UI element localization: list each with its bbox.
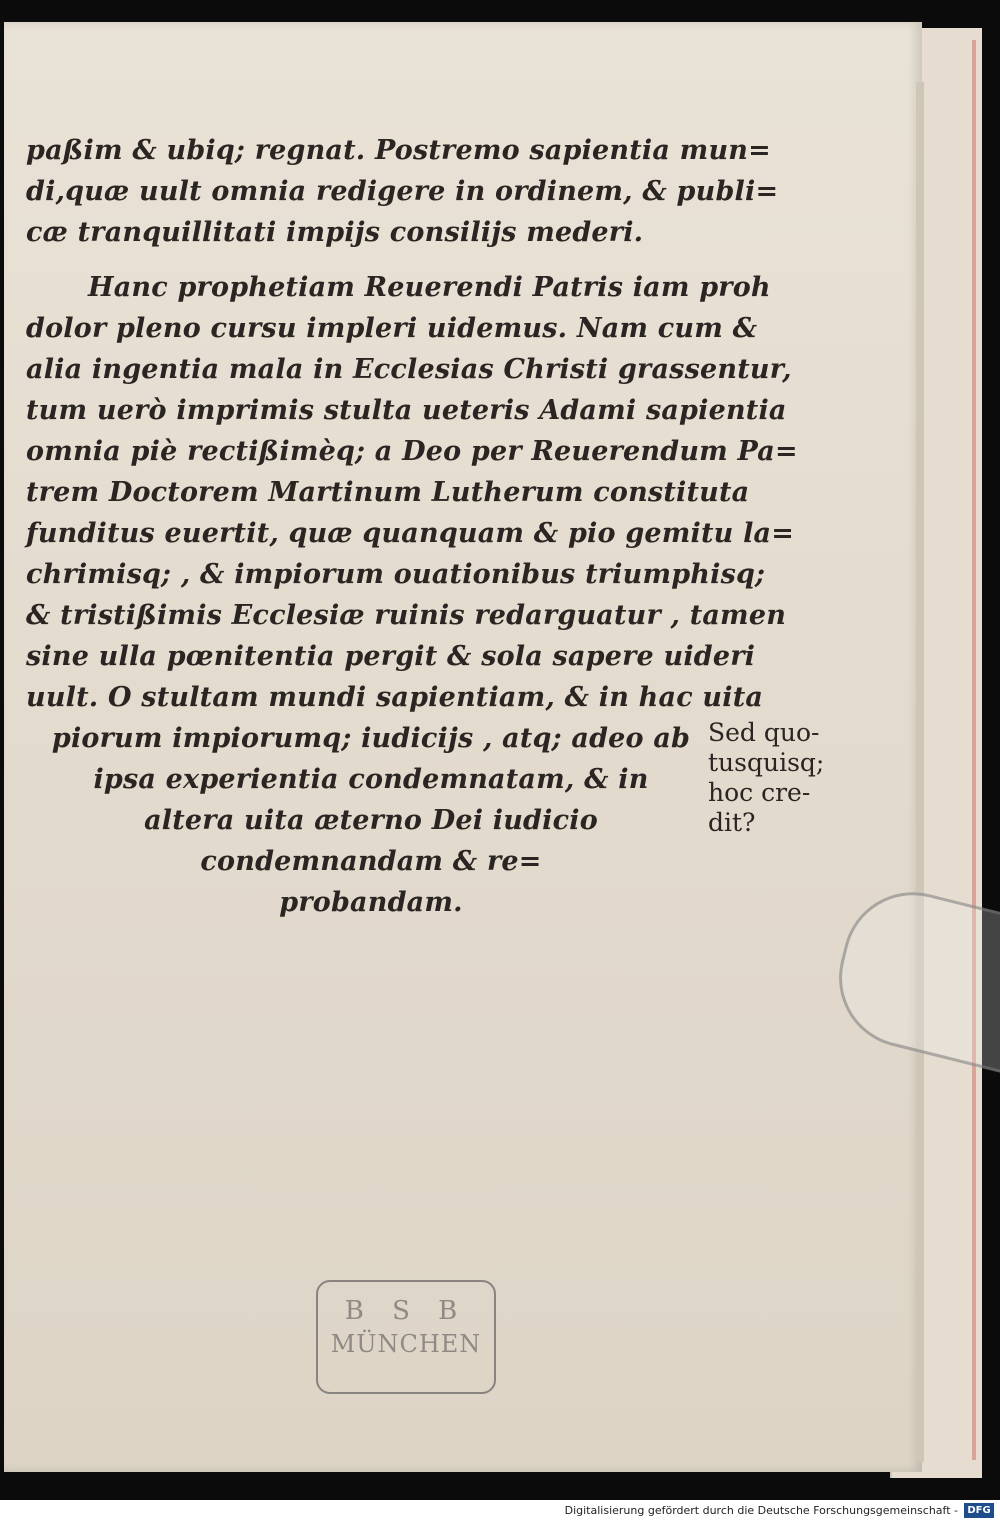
text-line: dolor pleno cursu impleri uidemus. Nam cum &: [26, 313, 758, 344]
stamp-line-2: MÜNCHEN: [330, 1330, 482, 1358]
marginal-line: tusquisq;: [708, 748, 825, 777]
text-line: ipsa experientia condemnatam, & in: [93, 764, 649, 795]
marginal-line: Sed quo-: [708, 718, 820, 747]
text-line: paßim & ubiq; regnat. Postremo sapientia mun=: [26, 135, 771, 166]
text-line: probandam.: [279, 887, 463, 918]
text-line: altera uita æterno Dei iudicio: [144, 805, 598, 836]
text-line: di,quæ uult omnia redigere in ordinem, & publi=: [26, 176, 779, 207]
text-line: alia ingentia mala in Ecclesias Christi grassentur,: [26, 354, 792, 385]
text-line: condemnandam & re=: [200, 846, 542, 877]
marginal-line: dit?: [708, 808, 756, 837]
text-line: piorum impiorumq; iudicijs , atq; adeo ab: [51, 723, 691, 754]
text-line: funditus euertit, quæ quanquam & pio gemitu la=: [26, 518, 795, 549]
text-line: trem Doctorem Martinum Lutherum constituta: [26, 477, 750, 508]
marginal-line: hoc cre-: [708, 778, 811, 807]
text-line: sine ulla pœnitentia pergit & sola sapere uideri: [26, 641, 756, 672]
page-edge: [972, 40, 976, 1460]
dfg-logo-icon: DFG: [964, 1503, 994, 1518]
text-line: cæ tranquillitati impijs consilijs mederi.: [26, 217, 644, 248]
funding-credit: Digitalisierung gefördert durch die Deutsche Forschungsgemeinschaft -: [564, 1504, 958, 1517]
text-line: & tristißimis Ecclesiæ ruinis redarguatur , tamen: [26, 600, 787, 631]
text-line: Hanc prophetiam Reuerendi Patris iam proh: [88, 272, 771, 303]
text-line: uult. O stultam mundi sapientiam, & in hac uita: [26, 682, 764, 713]
paragraph-gap: [26, 253, 716, 267]
page-fold: [916, 82, 924, 1462]
footer-bar: [0, 1500, 1000, 1522]
text-line: tum uerò imprimis stulta ueteris Adami sapientia: [26, 395, 787, 426]
stamp-line-1: B S B: [344, 1296, 468, 1326]
text-line: chrimisq; , & impiorum ouationibus triumphisq;: [26, 559, 766, 590]
library-stamp: [316, 1280, 496, 1394]
marginal-note: [708, 718, 878, 838]
text-line: omnia piè rectißimèq; a Deo per Reuerendum Pa=: [26, 436, 798, 467]
